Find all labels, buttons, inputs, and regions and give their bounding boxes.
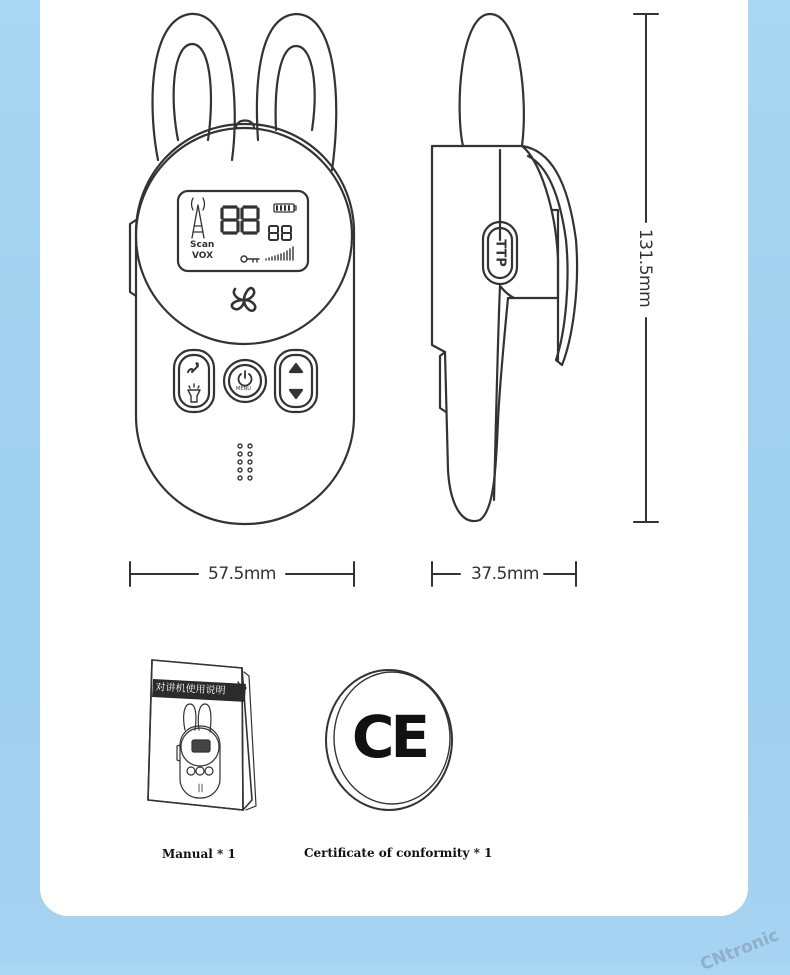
lcd-small-digits [269,226,291,240]
lcd-vox-label: VOX [192,251,214,261]
right-ear-inner [276,46,315,130]
power-menu-button[interactable] [224,360,266,402]
manual-cover-title: 对讲机使用说明 [152,679,246,702]
seam-curve [500,286,514,298]
power-icon [239,371,252,386]
face-circle [136,128,352,344]
front-view [130,14,354,524]
key-lock-icon [241,256,259,262]
height-label: 131.5mm [635,228,656,308]
speaker-grille [238,444,252,480]
right-ear [257,14,336,170]
call-flashlight-button[interactable] [174,350,214,412]
menu-label: MENU [236,386,251,392]
arrow-down-icon [290,390,302,398]
left-ear-inner [174,44,211,140]
flashlight-icon [188,384,200,402]
phone-icon [188,363,198,372]
manual-caption: Manual * 1 [162,847,236,861]
side-view [432,14,577,521]
watermark-logo: CNtronic [697,925,782,975]
arrow-up-icon [290,364,302,372]
signal-strength-icon [266,247,293,260]
signal-tower-icon [192,198,205,238]
lcd-scan-label: Scan [190,240,215,250]
belt-clip [522,146,577,365]
side-width-label: 37.5mm [471,564,539,584]
battery-icon [274,204,296,212]
certificate-caption: Certificate of conformity * 1 [304,846,493,860]
left-ear [153,14,235,160]
brand-logo-icon [232,288,255,311]
front-body [136,124,354,524]
volume-up-down-button[interactable] [275,350,317,412]
side-ear [460,14,524,146]
lcd-large-digits [222,207,258,233]
front-width-label: 57.5mm [208,564,276,584]
ptt-label: TTP [492,239,508,267]
ce-mark: CE [351,703,427,771]
